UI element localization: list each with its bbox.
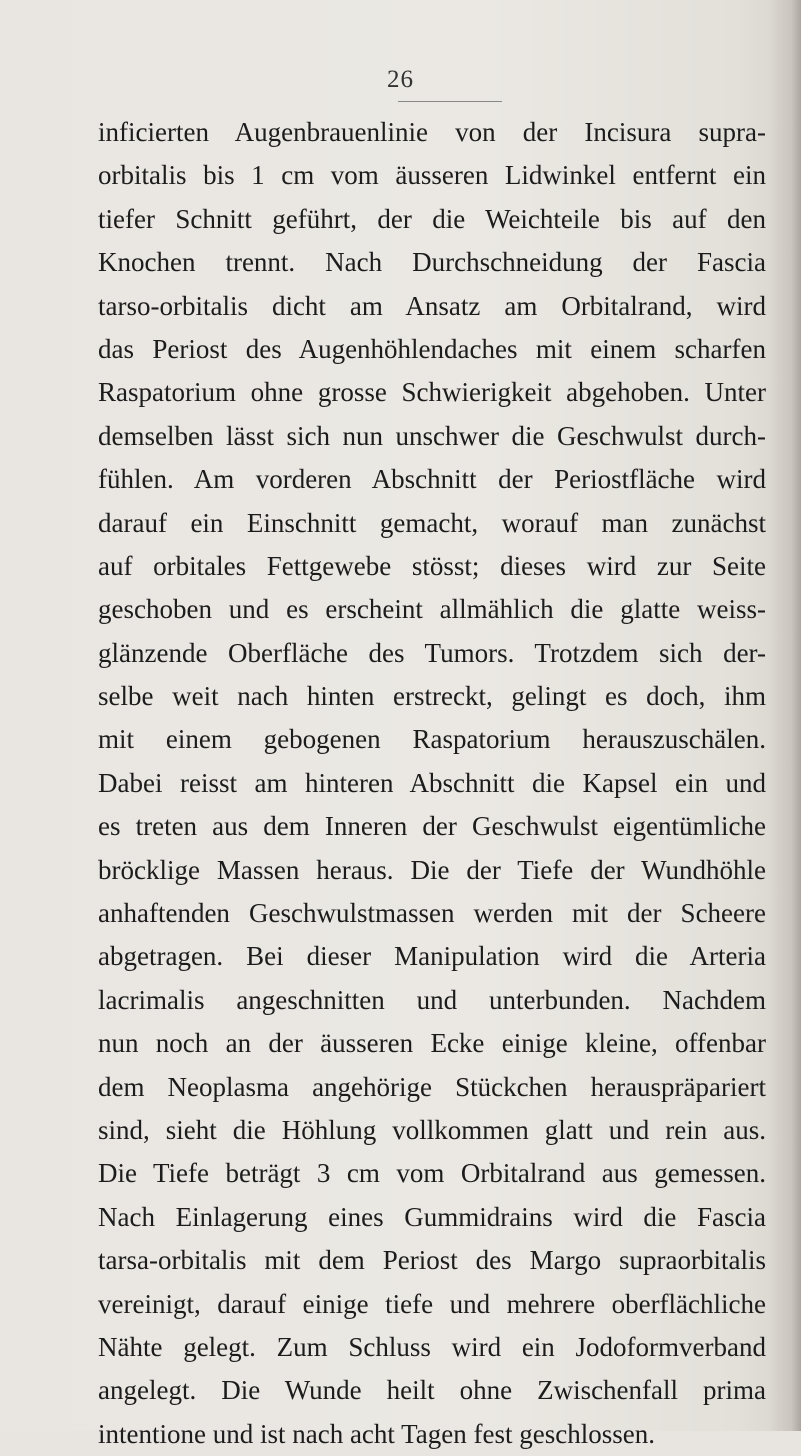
text-line: nun noch an der äusseren Ecke einige kleine, offenbar <box>98 1028 766 1059</box>
text-line: abgetragen. Bei dieser Manipulation wird die Arteria <box>98 941 766 972</box>
text-line: vereinigt, darauf einige tiefe und mehrere oberflächliche <box>98 1288 766 1319</box>
text-line: anhaftenden Geschwulstmassen werden mit der Scheere <box>98 898 766 929</box>
body-text <box>98 111 766 1456</box>
text-line: es treten aus dem Inneren der Geschwulst eigentümliche <box>98 811 766 842</box>
text-line: inficierten Augenbrauenlinie von der Incisura supra- <box>98 117 766 147</box>
text-line: Dabei reisst am hinteren Abschnitt die Kapsel ein und <box>98 767 766 798</box>
text-line: mit einem gebogenen Raspatorium herauszuschälen. <box>98 724 766 755</box>
page-number-rule <box>398 101 502 102</box>
text-line: Nähte gelegt. Zum Schluss wird ein Jodoformverband <box>98 1331 766 1362</box>
text-line: tarso-orbitalis dicht am Ansatz am Orbitalrand, wird <box>98 290 766 321</box>
text-line: sind, sieht die Höhlung vollkommen glatt und rein aus. <box>98 1114 766 1145</box>
text-line: darauf ein Einschnitt gemacht, worauf man zunächst <box>98 507 766 538</box>
text-line: orbitalis bis 1 cm vom äusseren Lidwinkel entfernt ein <box>98 160 766 191</box>
page-edge-shadow <box>769 0 801 1431</box>
text-line: Die Tiefe beträgt 3 cm vom Orbitalrand aus gemessen. <box>98 1158 766 1189</box>
text-line: dem Neoplasma angehörige Stückchen herauspräpariert <box>98 1071 766 1102</box>
text-line: lacrimalis angeschnitten und unterbunden. Nachdem <box>98 984 766 1015</box>
text-line: demselben lässt sich nun unschwer die Geschwulst durch- <box>98 420 766 451</box>
page-number: 26 <box>387 66 414 93</box>
text-line: angelegt. Die Wunde heilt ohne Zwischenfall prima <box>98 1375 766 1406</box>
text-line: tarsa-orbitalis mit dem Periost des Margo supraorbitalis <box>98 1245 766 1276</box>
text-line: bröcklige Massen heraus. Die der Tiefe der Wundhöhle <box>98 854 766 885</box>
text-line: selbe weit nach hinten erstreckt, gelingt es doch, ihm <box>98 681 766 712</box>
text-line: glänzende Oberfläche des Tumors. Trotzdem sich der- <box>98 637 766 668</box>
text-line: intentione und ist nach acht Tagen fest geschlossen. <box>98 1418 655 1449</box>
text-line: auf orbitales Fettgewebe stösst; dieses wird zur Seite <box>98 550 766 581</box>
text-line: Nach Einlagerung eines Gummidrains wird die Fascia <box>98 1201 766 1232</box>
text-line: fühlen. Am vorderen Abschnitt der Periostfläche wird <box>98 464 766 495</box>
text-line: das Periost des Augenhöhlendaches mit einem scharfen <box>98 333 766 364</box>
text-line: Raspatorium ohne grosse Schwierigkeit abgehoben. Unter <box>98 377 766 408</box>
text-line: Knochen trennt. Nach Durchschneidung der Fascia <box>98 247 766 278</box>
text-line: tiefer Schnitt geführt, der die Weichteile bis auf den <box>98 203 766 234</box>
text-line: geschoben und es erscheint allmählich die glatte weiss- <box>98 594 766 625</box>
